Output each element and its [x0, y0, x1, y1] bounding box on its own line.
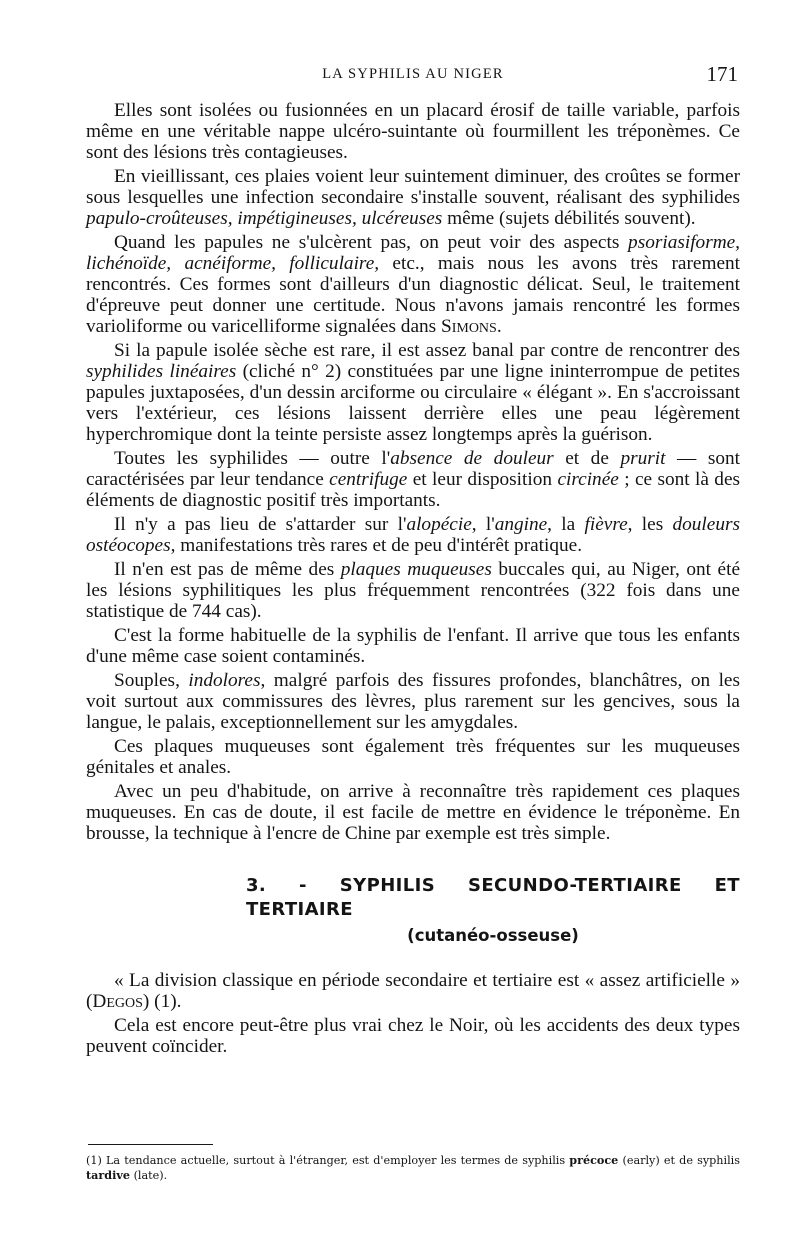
- paragraph: Il n'en est pas de même des plaques muqueuses buccales qui, au Niger, ont été les lésions syphilitiques les plus fréquemment rencontrées (322 fois dans une statistique de 744 cas).: [86, 559, 740, 622]
- paragraph: Il n'y a pas lieu de s'attarder sur l'alopécie, l'angine, la fièvre, les douleurs ostéocopes, manifestations très rares et de peu d'intérêt pratique.: [86, 514, 740, 556]
- author-name: Simons: [440, 316, 497, 337]
- section-title: 3. - SYPHILIS SECUNDO-TERTIAIRE ET TERTIAIRE: [246, 875, 740, 920]
- paragraph: C'est la forme habituelle de la syphilis de l'enfant. Il arrive que tous les enfants d'une même case soient contaminés.: [86, 625, 740, 667]
- footnote: (1) La tendance actuelle, surtout à l'étranger, est d'employer les termes de syphilis précoce (early) et de syphilis tardive (late).: [86, 1153, 740, 1182]
- running-title: LA SYPHILIS AU NIGER: [322, 66, 504, 82]
- paragraph: En vieillissant, ces plaies voient leur suintement diminuer, des croûtes se former sous lesquelles une infection secondaire s'installe souvent, réalisant des syphilides papulo-croûteuses, impétigineuses, ulcéreuses même (sujets débilités souvent).: [86, 166, 740, 229]
- page-number: 171: [706, 62, 738, 86]
- paragraph: Toutes les syphilides — outre l'absence de douleur et de prurit — sont caractérisées par leur tendance centrifuge et leur disposition circinée ; ce sont là des éléments de diagnostic positif très importants.: [86, 448, 741, 511]
- section-subtitle: (cutanéo-osseuse): [407, 926, 579, 945]
- paragraph: Ces plaques muqueuses sont également très fréquentes sur les muqueuses génitales et anales.: [86, 736, 740, 778]
- paragraph: Avec un peu d'habitude, on arrive à reconnaître très rapidement ces plaques muqueuses. En cas de doute, il est facile de mettre en évidence le tréponème. En brousse, la technique à l'encre de Chine par exemple est très simple.: [86, 781, 740, 844]
- footnote-rule: [88, 1144, 213, 1145]
- paragraph: « La division classique en période secondaire et tertiaire est « assez artificielle » (Degos) (1).: [86, 970, 740, 1012]
- page-body: [86, 100, 740, 1060]
- paragraph: Souples, indolores, malgré parfois des fissures profondes, blanchâtres, on les voit surtout aux commissures des lèvres, plus rarement sur les gencives, sous la langue, le palais, exceptionnellement sur les amygdales.: [86, 670, 740, 733]
- paragraph: Elles sont isolées ou fusionnées en un placard érosif de taille variable, parfois même en une véritable nappe ulcéro-suintante où fourmillent les tréponèmes. Ce sont des lésions très contagieuses.: [86, 100, 740, 163]
- paragraph: Cela est encore peut-être plus vrai chez le Noir, où les accidents des deux types peuvent coïncider.: [86, 1015, 740, 1057]
- paragraph: Si la papule isolée sèche est rare, il est assez banal par contre de rencontrer des syphilides linéaires (cliché n° 2) constituées par une ligne ininterrompue de petites papules juxtaposées, d'un dessin arciforme ou circulaire « élégant ». En s'accroissant vers l'extérieur, ces lésions laissent derrière elles une peau légèrement hyperchromique dont la teinte persiste assez longtemps après la guérison.: [86, 340, 740, 445]
- paragraph: Quand les papules ne s'ulcèrent pas, on peut voir des aspects psoriasiforme, lichénoïde, acnéiforme, folliculaire, etc., mais nous les avons très rarement rencontrés. Ces formes sont d'ailleurs d'un diagnostic délicat. Seul, le traitement d'épreuve peut donner une certitude. Nous n'avons jamais rencontré les formes varioliforme ou varicelliforme signalées dans Simons.: [86, 232, 740, 337]
- author-name: Degos: [92, 991, 143, 1012]
- page-header: [86, 62, 740, 90]
